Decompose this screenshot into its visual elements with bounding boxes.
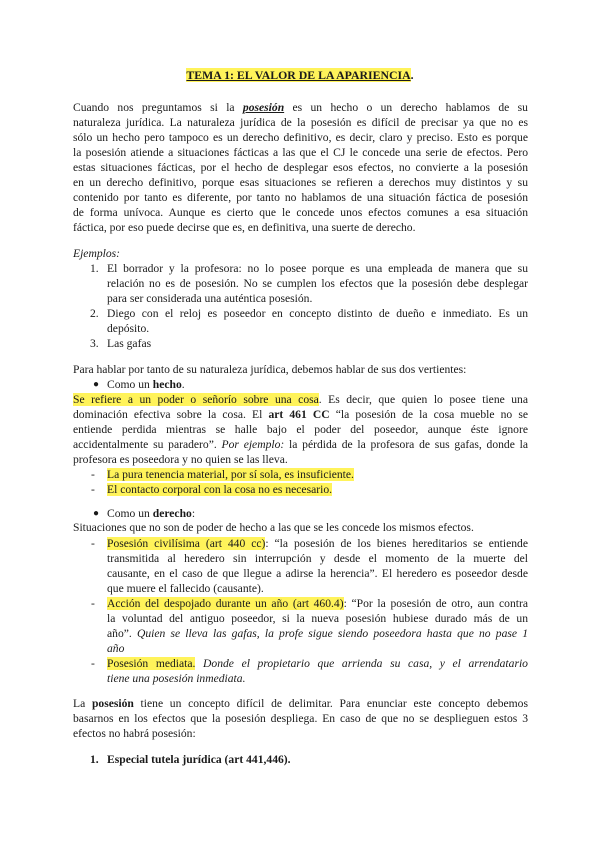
derecho-dash-3: - xyxy=(91,657,95,670)
example-2-number: 2. xyxy=(90,307,99,320)
title-text: TEMA 1: EL VALOR DE LA APARIENCIA xyxy=(186,68,411,82)
derecho-bullet: ● xyxy=(93,508,100,519)
example-3-number: 3. xyxy=(90,337,99,350)
derecho-label: Como un derecho: xyxy=(107,507,196,520)
hecho-dash-2: - xyxy=(91,483,95,496)
hecho-label: Como un hecho. xyxy=(107,378,185,391)
accion-despojado: Acción del despojado durante un año (art 460.4): “Por la posesión de otro, aun contra la voluntad del antiguo poseedor, si la nueva posesión hubiese durado más de un año”. Quien se lleva las gafas, la profe sigue siendo poseedora hasta que no pase 1 año xyxy=(107,597,529,655)
efecto-1-heading: Especial tutela jurídica (art 441,446). xyxy=(107,753,291,766)
example-2: Diego con el reloj es poseedor en concepto distinto de dueño e inmediato. Es un depósito. xyxy=(107,307,528,335)
hecho-dash-1: - xyxy=(91,468,95,481)
derecho-dash-2: - xyxy=(91,597,95,610)
article-461-cc: art 461 CC xyxy=(268,408,330,421)
keyword-posesion: posesión xyxy=(242,101,285,114)
example-3: Las gafas xyxy=(107,337,152,350)
derecho-intro: Situaciones que no son de poder de hecho a las que se les concede los mismos efectos. xyxy=(73,521,474,534)
highlight-poder-senorio: Se refiere a un poder o señorío sobre una cosa xyxy=(73,393,319,406)
hecho-paragraph: Se refiere a un poder o señorío sobre una cosa. Es decir, que quien lo posee tiene una dominación efectiva sobre la cosa. El art 461 CC “la posesión de la cosa mueble no se entiende perdida mientras se halle bajo el poder del poseedor, aunque éste ignore accidentalmente su paradero”. Por ejemplo: la pérdida de la profesora de sus gafas, donde la profesora es poseedora y no quien se las lleva. xyxy=(73,393,528,466)
posesion-mediata: Posesión mediata. Donde el propietario que arrienda su casa, y el arrendatario tiene una posesión inmediata. xyxy=(107,657,528,685)
vertientes-sentence: Para hablar por tanto de su naturaleza jurídica, debemos hablar de sus dos vertientes: xyxy=(73,363,467,376)
intro-paragraph: Cuando nos preguntamos si la posesión es un hecho o un derecho hablamos de su naturaleza jurídica. La naturaleza jurídica de la posesión es difícil de precisar ya que no es sólo un hecho pero tampoco es un derecho definitivo, es decir, claro y preciso. Esto es porque la posesión atiende a situaciones fácticas a las que el CJ le concede una serie de efectos. Pero estas situaciones fácticas, por el hecho de desplegar esos efectos, no convierte a la posesión en un derecho definitivo, porque esas situaciones se refieren a derechos muy distintos y su contenido por tanto es diferente, por tanto no hablamos de una situación fáctica de posesión de forma unívoca. Aunque es cierto que le concede unos efectos comunes a esa situación fáctica, por eso puede decirse que es, en definitiva, una suerte de derecho. xyxy=(73,101,528,234)
efecto-1-number: 1. xyxy=(90,753,99,766)
example-1-number: 1. xyxy=(90,262,99,275)
page-title: TEMA 1: EL VALOR DE LA APARIENCIA. xyxy=(186,68,414,82)
example-1: El borrador y la profesora: no lo posee porque es una empleada de manera que su relación no es de posesión. No se cumplen los efectos que la posesión debe desplegar para ser considerada una auténtica posesión. xyxy=(107,262,528,305)
hecho-point-2: El contacto corporal con la cosa no es necesario. xyxy=(107,483,333,496)
hecho-point-1: La pura tenencia material, por sí sola, es insuficiente. xyxy=(107,468,354,481)
concepto-paragraph: La posesión tiene un concepto difícil de delimitar. Para enunciar este concepto debemos basarnos en los efectos que la posesión despliega. En caso de que no se desplieguen estos 3 efectos no habrá posesión: xyxy=(73,697,528,740)
examples-heading: Ejemplos: xyxy=(73,247,121,260)
hecho-bullet: ● xyxy=(93,379,100,390)
derecho-dash-1: - xyxy=(91,537,95,550)
posesion-civilisima: Posesión civilísima (art 440 cc): “la posesión de los bienes hereditarios se entiende transmitida al heredero sin interrupción y desde el momento de la muerte del causante, en el caso de que llegue a adirse la herencia”. El heredero es poseedor desde que muere el fallecido (causante). xyxy=(107,537,528,595)
